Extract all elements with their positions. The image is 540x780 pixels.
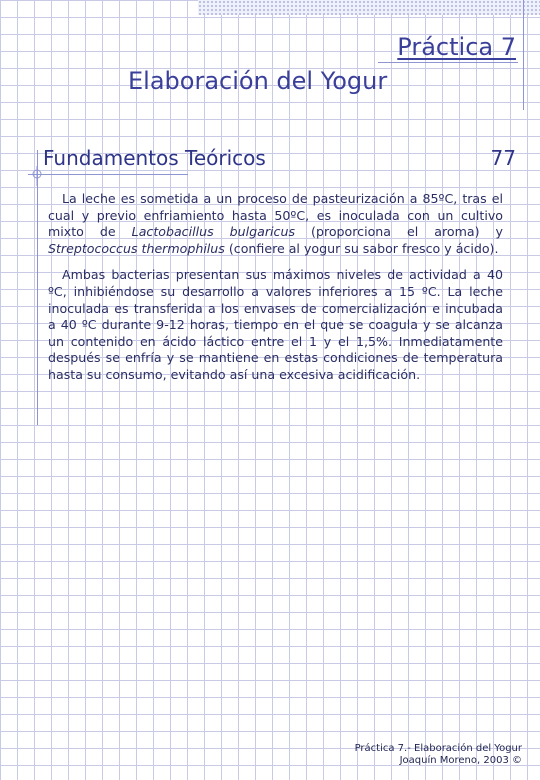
page-title: Elaboración del Yogur <box>128 67 388 95</box>
footer-line-2: Joaquín Moreno, 2003 © <box>399 755 522 766</box>
page-number: 77 <box>490 146 516 170</box>
section-baseline-rule <box>28 174 188 175</box>
right-margin-rule <box>523 0 524 110</box>
paragraph-2: Ambas bacterias presentan sus máximos niveles de actividad a 40 ºC, inhibiéndose su desarrollo a valores inferiores a 15 ºC. La leche inoculada es transferida a los envases de comercialización e incubada a 40 ºC durante 9-12 horas, tiempo en el que se coagula y se alcanza un contenido en ácido láctico entre el 1 y el 1,5%. Inmediatamente después se enfría y se mantiene en estas condiciones de temperatura hasta su consumo, evitando así una excesiva acidificación. <box>48 267 503 382</box>
title-separator-rule <box>378 62 518 63</box>
practice-label: Práctica 7 <box>397 33 516 61</box>
footer <box>355 743 522 767</box>
left-margin-rule <box>37 150 38 425</box>
footer-line-1: Práctica 7.- Elaboración del Yogur <box>354 743 522 754</box>
section-title: Fundamentos Teóricos <box>43 146 266 170</box>
body-text <box>48 191 503 394</box>
species-name: Streptococcus thermophilus <box>48 240 225 256</box>
header-pattern-strip <box>198 0 540 15</box>
species-name: Lactobacillus bulgaricus <box>131 224 296 240</box>
paragraph-1: La leche es sometida a un proceso de pasteurización a 85ºC, tras el cual y previo enfriamiento hasta 50ºC, es inoculada con un cultivo mixto de Lactobacillus bulgaricus (proporciona el aroma) y Streptococcus thermophilus (confiere al yogur su sabor fresco y ácido). <box>48 191 503 256</box>
